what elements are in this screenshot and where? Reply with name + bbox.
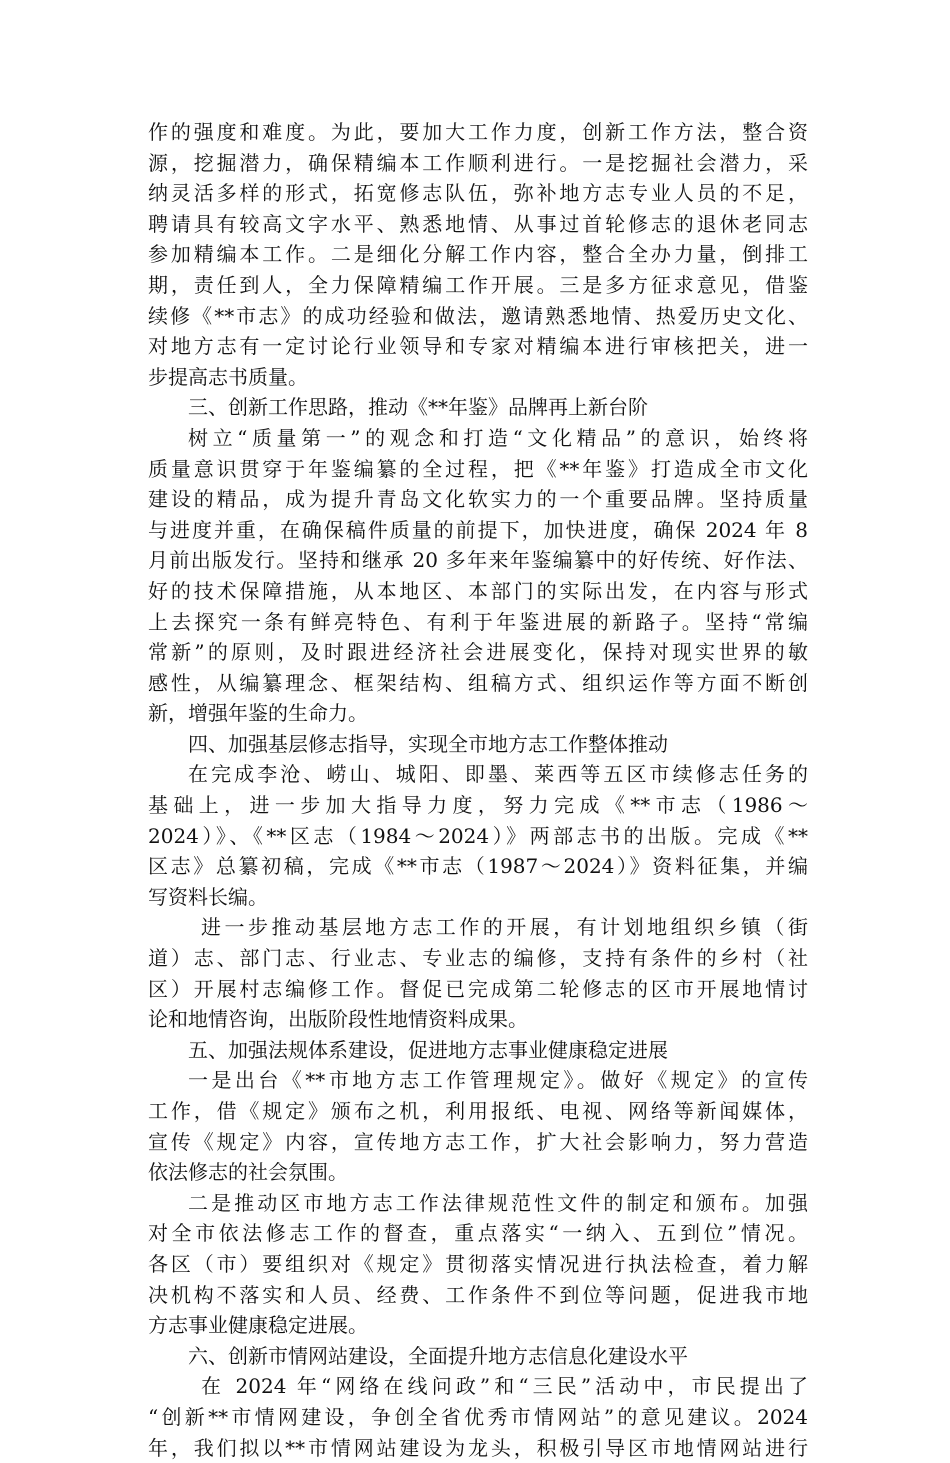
text-line: 2024）》、《**区志（1984～2024）》两部志书的出版。完成《**	[148, 823, 808, 848]
text-line: 区志》总纂初稿，完成《**市志（1987～2024）》资料征集，并编	[148, 854, 808, 879]
text-line: 上去探究一条有鲜亮特色、有利于年鉴进展的新路子。坚持“常编	[148, 609, 808, 634]
text-line: 年，我们拟以**市情网站建设为龙头，积极引导区市地情网站进行	[148, 1435, 808, 1460]
text-line: 在完成李沧、崂山、城阳、即墨、莱西等五区市续修志任务的	[188, 762, 808, 787]
text-line: 区）开展村志编修工作。督促已完成第二轮修志的区市开展地情讨	[148, 976, 808, 1001]
text-line: 质量意识贯穿于年鉴编纂的全过程，把《**年鉴》打造成全市文化	[148, 456, 808, 481]
text-line: 进一步推动基层地方志工作的开展，有计划地组织乡镇（街	[201, 915, 808, 940]
text-line: 一是出台《**市地方志工作管理规定》。做好《规定》的宣传	[188, 1068, 808, 1093]
text-line: 四、加强基层修志指导，实现全市地方志工作整体推动	[188, 731, 668, 756]
text-line: 新，增强年鉴的生命力。	[148, 701, 368, 726]
text-line: 依法修志的社会氛围。	[148, 1160, 348, 1185]
text-line: 聘请具有较高文字水平、熟悉地情、从事过首轮修志的退休老同志	[148, 211, 808, 236]
text-line: 期，责任到人，全力保障精编工作开展。三是多方征求意见，借鉴	[148, 272, 808, 297]
text-line: 常新”的原则，及时跟进经济社会进展变化，保持对现实世界的敏	[148, 640, 808, 665]
text-line: 论和地情咨询，出版阶段性地情资料成果。	[148, 1007, 528, 1032]
text-line: 对全市依法修志工作的督查，重点落实“一纳入、五到位”情况。	[148, 1221, 808, 1246]
text-line: 三、创新工作思路，推动《**年鉴》品牌再上新台阶	[188, 395, 648, 420]
text-line: 续修《**市志》的成功经验和做法，邀请熟悉地情、热爱历史文化、	[148, 303, 808, 328]
text-line: 源，挖掘潜力，确保精编本工作顺利进行。一是挖掘社会潜力，采	[148, 150, 808, 175]
text-line: 工作，借《规定》颁布之机，利用报纸、电视、网络等新闻媒体，	[148, 1099, 808, 1123]
text-line: 基础上，进一步加大指导力度，努力完成《**市志（1986～	[148, 793, 808, 818]
text-line: 对地方志有一定讨论行业领导和专家对精编本进行审核把关，进一	[148, 334, 808, 359]
text-line: 好的技术保障措施，从本地区、本部门的实际出发，在内容与形式	[148, 578, 808, 603]
document-body	[148, 117, 808, 1463]
text-line: 方志事业健康稳定进展。	[148, 1313, 368, 1338]
text-line: 宣传《规定》内容，宣传地方志工作，扩大社会影响力，努力营造	[148, 1129, 808, 1154]
text-line: 写资料长编。	[148, 884, 268, 909]
text-line: 步提高志书质量。	[148, 364, 308, 389]
text-line: 六、创新市情网站建设，全面提升地方志信息化建设水平	[188, 1343, 688, 1368]
text-line: 二是推动区市地方志工作法律规范性文件的制定和颁布。加强	[188, 1190, 808, 1215]
text-line: 作的强度和难度。为此，要加大工作力度，创新工作方法，整合资	[148, 120, 808, 144]
text-line: 建设的精品，成为提升青岛文化软实力的一个重要品牌。坚持质量	[148, 487, 808, 512]
text-line: 五、加强法规体系建设，促进地方志事业健康稳定进展	[188, 1037, 668, 1062]
text-line: 与进度并重，在确保稿件质量的前提下，加快进度，确保 2024 年 8	[148, 517, 808, 542]
text-line: 感性，从编纂理念、框架结构、组稿方式、组织运作等方面不断创	[148, 670, 808, 695]
text-line: 决机构不落实和人员、经费、工作条件不到位等问题，促进我市地	[148, 1282, 808, 1307]
text-line: 各区（市）要组织对《规定》贯彻落实情况进行执法检查，着力解	[148, 1251, 808, 1276]
text-line: 树立“质量第一”的观念和打造“文化精品”的意识，始终将	[188, 425, 808, 450]
text-line: 参加精编本工作。二是细化分解工作内容，整合全办力量，倒排工	[148, 242, 808, 267]
text-line: 道）志、部门志、行业志、专业志的编修，支持有条件的乡村（社	[148, 946, 808, 971]
text-line: 月前出版发行。坚持和继承 20 多年来年鉴编纂中的好传统、好作法、	[148, 548, 808, 573]
text-line: “创新**市情网建设，争创全省优秀市情网站”的意见建议。2024	[148, 1404, 808, 1429]
text-line: 纳灵活多样的形式，拓宽修志队伍，弥补地方志专业人员的不足，	[148, 181, 808, 206]
text-line: 在 2024 年“网络在线问政”和“三民”活动中，市民提出了	[201, 1374, 808, 1399]
